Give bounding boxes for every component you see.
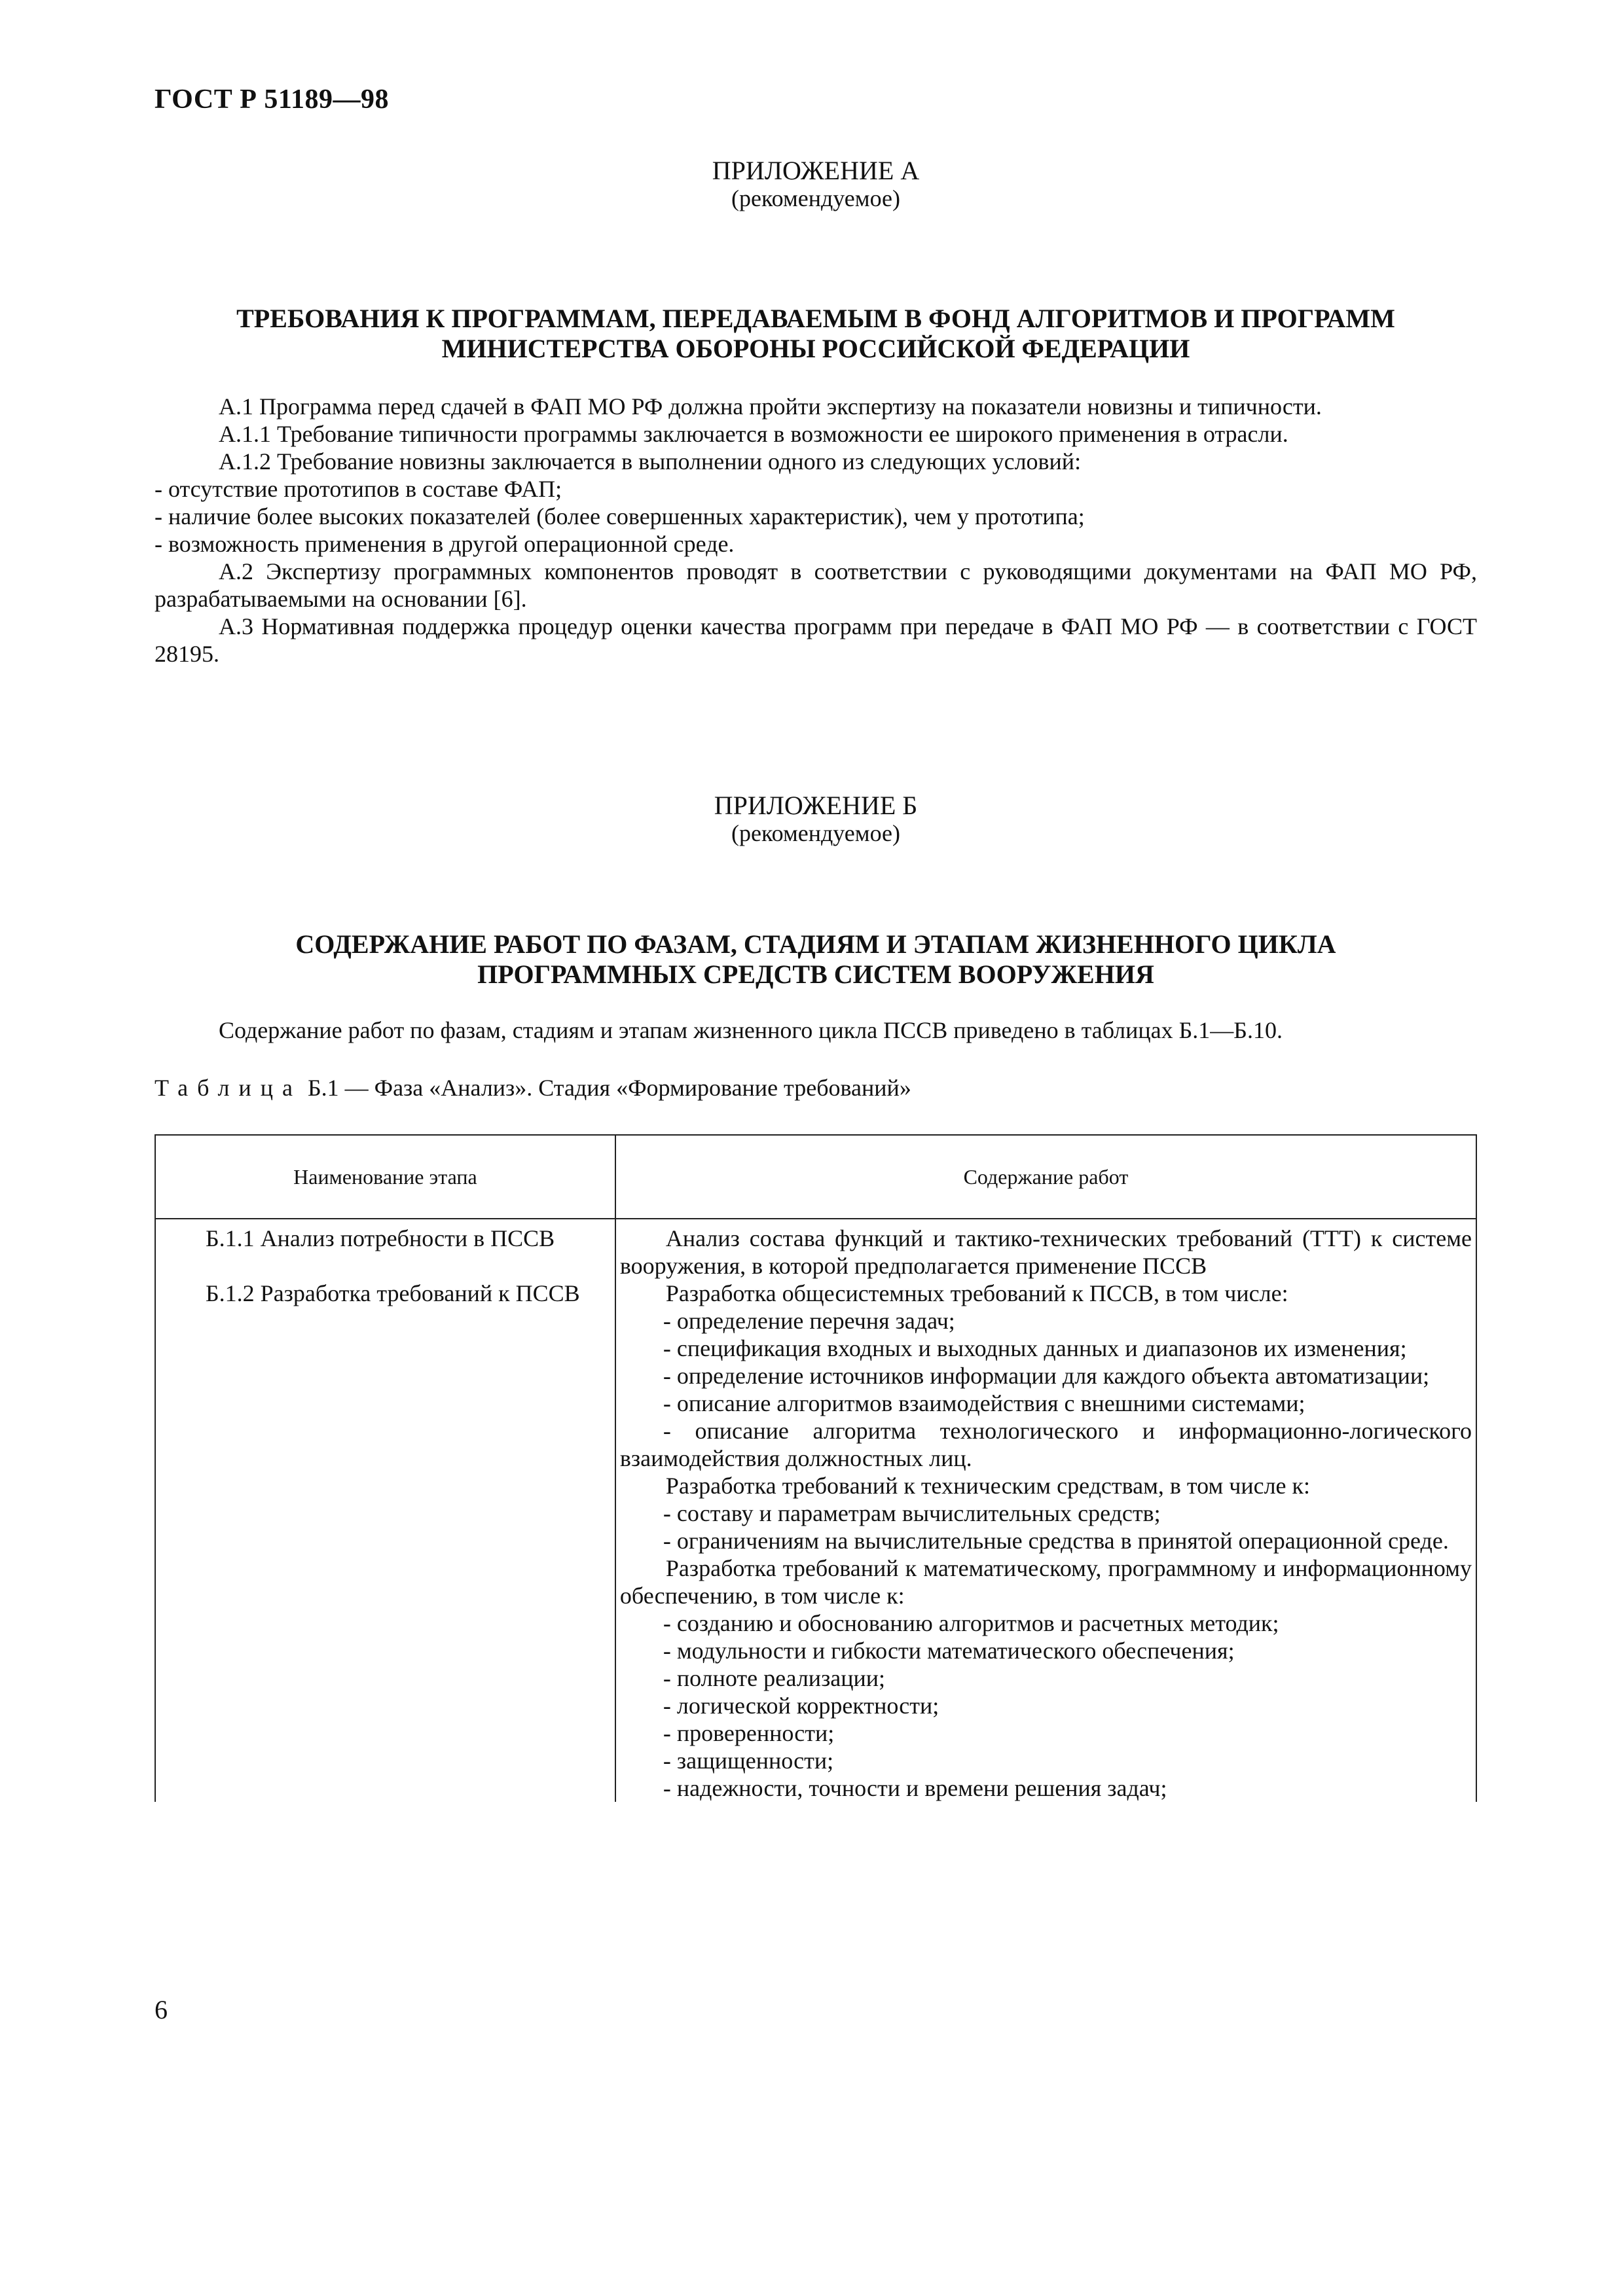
appendix-a-body: [155, 393, 1477, 668]
paragraph-a1: А.1 Программа перед сдачей в ФАП МО РФ должна пройти экспертизу на показатели новизны и типичности.: [219, 393, 1322, 420]
paragraph-b-intro: Содержание работ по фазам, стадиям и этапам жизненного цикла ПССВ приведено в таблицах Б.1—Б.10.: [219, 1017, 1283, 1043]
table-cell-content: [615, 1280, 1476, 1802]
content-line: - описание алгоритма технологического и информационно-логического взаимодействия должностных лиц.: [619, 1418, 1472, 1471]
table-row: [155, 1280, 1476, 1802]
appendix-a-heading-line2: МИНИСТЕРСТВА ОБОРОНЫ РОССИЙСКОЙ ФЕДЕРАЦИИ: [441, 334, 1190, 363]
table-cell-stage: [155, 1280, 615, 1802]
appendix-a-title: ПРИЛОЖЕНИЕ А: [712, 156, 920, 185]
paragraph-a1-1: А.1.1 Требование типичности программы заключается в возможности ее широкого применения в отрасли.: [219, 421, 1288, 447]
content-line: - составу и параметрам вычислительных средств;: [663, 1500, 1161, 1526]
appendix-b-title: ПРИЛОЖЕНИЕ Б: [714, 791, 918, 820]
table-caption-text: Б.1 — Фаза «Анализ». Стадия «Формирование требований»: [307, 1075, 911, 1101]
paragraph-a1-2: А.1.2 Требование новизны заключается в выполнении одного из следующих условий:: [219, 448, 1082, 475]
table-cell-stage: [155, 1219, 615, 1280]
content-line: - определение перечня задач;: [663, 1308, 955, 1334]
content-line: - ограничениям на вычислительные средства в принятой операционной среде.: [663, 1528, 1449, 1554]
content-line: - определение источников информации для каждого объекта автоматизации;: [663, 1363, 1430, 1389]
table-caption: [155, 1074, 1477, 1102]
content-line: Разработка общесистемных требований к ПССВ, в том числе:: [665, 1280, 1288, 1306]
content-line: - логической корректности;: [663, 1693, 939, 1719]
table-header-content: Содержание работ: [615, 1135, 1476, 1219]
appendix-a-subtitle: (рекомендуемое): [731, 185, 900, 211]
content-line: - проверенности;: [663, 1720, 835, 1746]
table-header-stage: Наименование этапа: [155, 1135, 615, 1219]
appendix-b-intro: [155, 1016, 1477, 1044]
list-item-a-1: - отсутствие прототипов в составе ФАП;: [155, 476, 562, 502]
table-cell-content: [615, 1219, 1476, 1280]
content-line: Разработка требований к техническим средствам, в том числе к:: [665, 1473, 1311, 1499]
content-line: - защищенности;: [663, 1748, 834, 1774]
content-line: Разработка требований к математическому, программному и информационному обеспечению, в том числе к:: [619, 1555, 1472, 1609]
appendix-a-heading-line1: ТРЕБОВАНИЯ К ПРОГРАММАМ, ПЕРЕДАВАЕМЫМ В ФОНД АЛГОРИТМОВ И ПРОГРАММ: [236, 304, 1395, 333]
content-line: - полноте реализации;: [663, 1665, 886, 1691]
page-number: 6: [155, 1995, 168, 2024]
list-item-a-2: - наличие более высоких показателей (более совершенных характеристик), чем у прототипа;: [155, 503, 1085, 529]
content-line: - описание алгоритмов взаимодействия с внешними системами;: [663, 1390, 1305, 1416]
content-line: - модульности и гибкости математического обеспечения;: [663, 1638, 1235, 1664]
appendix-b-heading-line1: СОДЕРЖАНИЕ РАБОТ ПО ФАЗАМ, СТАДИЯМ И ЭТАПАМ ЖИЗНЕННОГО ЦИКЛА: [295, 929, 1336, 959]
table-b1: [155, 1134, 1477, 1802]
content-line: - спецификация входных и выходных данных и диапазонов их изменения;: [663, 1335, 1407, 1361]
stage-name-b1-1: Б.1.1 Анализ потребности в ПССВ: [206, 1225, 555, 1251]
list-item-a-3: - возможность применения в другой операционной среде.: [155, 531, 735, 557]
paragraph-a3: А.3 Нормативная поддержка процедур оценки качества программ при передаче в ФАП МО РФ — в соответствии с ГОСТ 28195.: [155, 613, 1477, 667]
document-code-header: ГОСТ Р 51189—98: [155, 84, 390, 115]
paragraph-a2: А.2 Экспертизу программных компонентов проводят в соответствии с руководящими документами на ФАП МО РФ, разрабатываемыми на основании [6].: [155, 558, 1477, 612]
table-label: Таблица: [155, 1075, 302, 1101]
content-line: - созданию и обоснованию алгоритмов и расчетных методик;: [663, 1610, 1279, 1636]
table-row: [155, 1219, 1476, 1280]
content-b1-1: Анализ состава функций и тактико-технических требований (ТТТ) к системе вооружения, в которой предполагается применение ПССВ: [619, 1225, 1472, 1279]
stage-name-b1-2: Б.1.2 Разработка требований к ПССВ: [206, 1280, 580, 1306]
appendix-b-subtitle: (рекомендуемое): [731, 820, 900, 846]
appendix-b-heading-line2: ПРОГРАММНЫХ СРЕДСТВ СИСТЕМ ВООРУЖЕНИЯ: [477, 960, 1154, 989]
content-line: - надежности, точности и времени решения задач;: [663, 1775, 1167, 1801]
